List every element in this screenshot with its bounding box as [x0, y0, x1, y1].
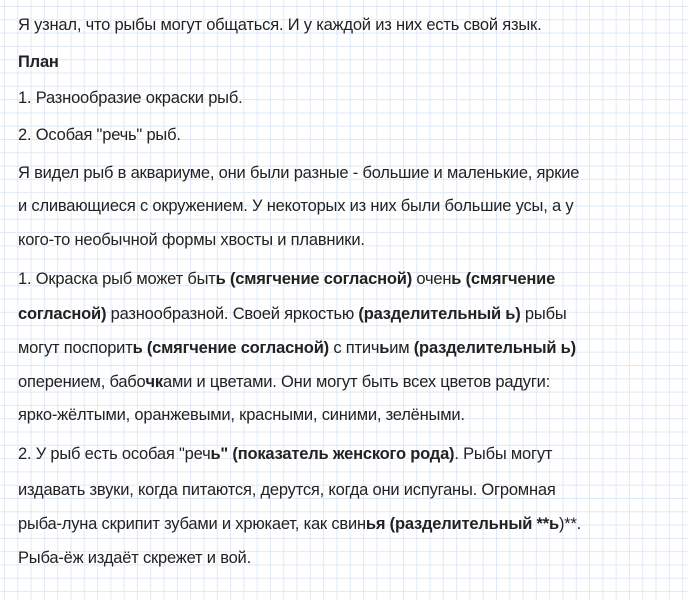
text-segment: 1. Окраска рыб может быт: [18, 270, 216, 288]
text-line: [18, 373, 550, 392]
text-line: [18, 126, 181, 145]
text-segment: 1. Разнообразие окраски рыб.: [18, 89, 243, 107]
text-line: [18, 481, 556, 500]
text-segment: издавать звуки, когда питаются, дерутся, когда они испуганы. Огромная: [18, 481, 556, 499]
bold-annotation: ь (смягчение согласной): [215, 270, 412, 288]
text-segment: 2. Особая "речь" рыб.: [18, 126, 181, 144]
text-line: [18, 339, 576, 358]
bold-annotation: чк: [145, 373, 163, 391]
bold-annotation: ь (смягчение согласной): [132, 339, 329, 357]
bold-annotation: ь (смягчение: [451, 270, 556, 288]
text-segment: могут поспорит: [18, 339, 133, 357]
text-line: [18, 549, 251, 568]
text-segment: Я видел рыб в аквариуме, они были разные - большие и маленькие, яркие: [18, 164, 580, 182]
bold-annotation: (разделительный ь): [358, 305, 521, 323]
bold-annotation: (разделительный **ь: [389, 515, 559, 533]
text-segment: очен: [412, 270, 452, 288]
text-segment: рыба-луна скрипит зубами и хрюкает, как свин: [18, 515, 366, 533]
text-segment: Я узнал, что рыбы могут общаться. И у каждой из них есть свой язык.: [18, 16, 542, 34]
text-line: [18, 197, 573, 216]
text-line: [18, 164, 579, 183]
bold-annotation: согласной): [18, 305, 107, 323]
plan-heading: [18, 53, 59, 72]
text-segment: ярко-жёлтыми, оранжевыми, красными, синими, зелёными.: [18, 406, 465, 424]
bold-annotation: ья: [365, 515, 386, 533]
text-segment: )**.: [558, 515, 582, 533]
text-segment: разнообразной. Своей яркостью: [106, 305, 359, 323]
text-segment: ами и цветами. Они могут быть всех цветов радуги:: [162, 373, 551, 391]
text-line: [18, 515, 581, 534]
text-line: [18, 445, 552, 464]
text-segment: кого-то необычной формы хвосты и плавники.: [18, 231, 365, 249]
text-segment: с птич: [328, 339, 380, 357]
text-line: [18, 231, 365, 250]
text-line: [18, 406, 465, 425]
text-segment: 2. У рыб есть особая "реч: [18, 445, 211, 463]
text-segment: . Рыбы могут: [454, 445, 553, 463]
bold-annotation: ь: [379, 339, 390, 357]
text-line: [18, 16, 541, 35]
text-line: [18, 305, 566, 324]
text-segment: им: [389, 339, 414, 357]
bold-annotation: План: [18, 53, 59, 71]
text-line: [18, 270, 555, 289]
text-segment: и сливающиеся с окружением. У некоторых из них были большие усы, а у: [18, 197, 574, 215]
text-segment: Рыба-ёж издаёт скрежет и вой.: [18, 549, 251, 567]
text-segment: рыбы: [520, 305, 567, 323]
bold-annotation: ь" (показатель женского рода): [210, 445, 455, 463]
text-segment: оперением, бабо: [18, 373, 146, 391]
text-line: [18, 89, 242, 108]
bold-annotation: (разделительный ь): [413, 339, 576, 357]
